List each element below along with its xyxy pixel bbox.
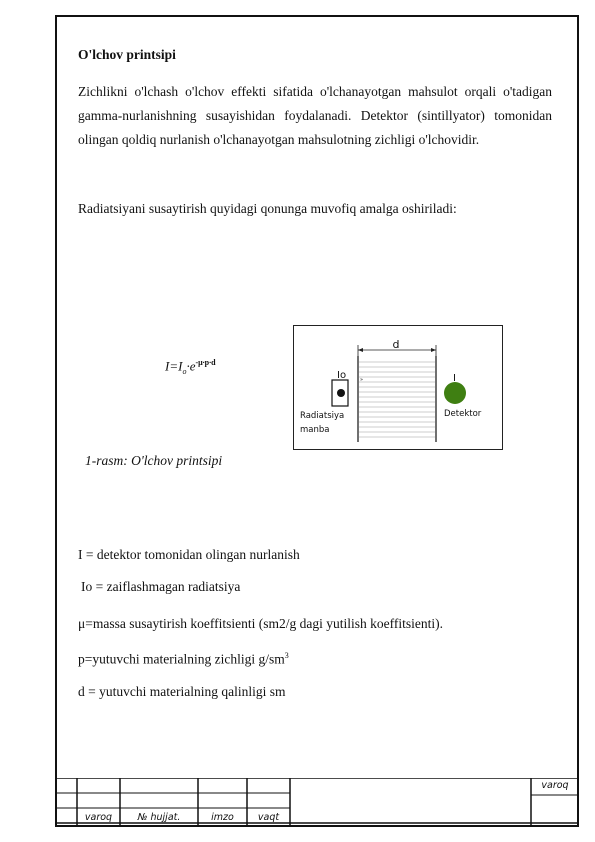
source-label-line2: manba [300,425,330,435]
title-block [55,778,579,827]
definition-mu: μ=massa susaytirish koeffitsienti (sm2/g dagi yutilish koeffitsienti). [78,616,443,631]
intro-paragraph: Zichlikni o'lchash o'lchov effekti sifatida o'lchanayotgan mahsulot orqali o'tadigan gamma-nurlanishning susayishidan foydalanadi. Detektor (sintillyator) tomonidan olingan qoldiq nurlanish o'lchanayotgan mahsulotning zichligi o'lchovidir. [78,84,552,147]
definition-p [78,651,289,668]
formula-lhs-sub: o [182,366,187,376]
d-label: d [392,338,400,351]
source-label-line1: Radiatsiya [300,411,345,421]
figure-diagram [294,326,502,449]
detector-circle [444,382,466,404]
figure-caption: 1-rasm: O'lchov printsipi [85,453,223,468]
d-arrow-left [358,348,363,352]
sheet-column-label: varoq [84,812,113,823]
definition-p-sup: 3 [284,651,289,660]
section-heading: O'lchov printsipi [78,47,176,62]
measurement-figure [293,325,503,450]
radiation-source-dot [337,389,345,397]
definition-d: d = yutuvchi materialning qalinligi sm [78,684,286,699]
law-sentence: Radiatsiyani susaytirish quyidagi qonunga muvofiq amalga oshiriladi: [78,201,457,216]
document-number-label: № hujjat. [137,812,181,823]
absorber-material [359,362,435,437]
date-label: vaqt [257,812,280,823]
sheet-header-label: varoq [541,780,569,791]
io-marker: » [360,377,364,383]
signature-label: imzo [211,812,234,823]
formula-exponent: -μ∙p∙d [195,358,216,367]
attenuation-formula [165,358,216,376]
i-label: I [453,373,456,384]
io-label: Io [337,370,347,381]
formula-mid: ∙e [186,358,196,374]
definition-p-text: p=yutuvchi materialning zichligi g/sm [78,651,285,667]
detector-label: Detektor [444,409,482,419]
definition-io: Io = zaiflashmagan radiatsiya [81,579,241,594]
formula-lhs: I=I [165,358,183,374]
definition-i: I = detektor tomonidan olingan nurlanish [78,547,300,562]
d-arrow-right [431,348,436,352]
